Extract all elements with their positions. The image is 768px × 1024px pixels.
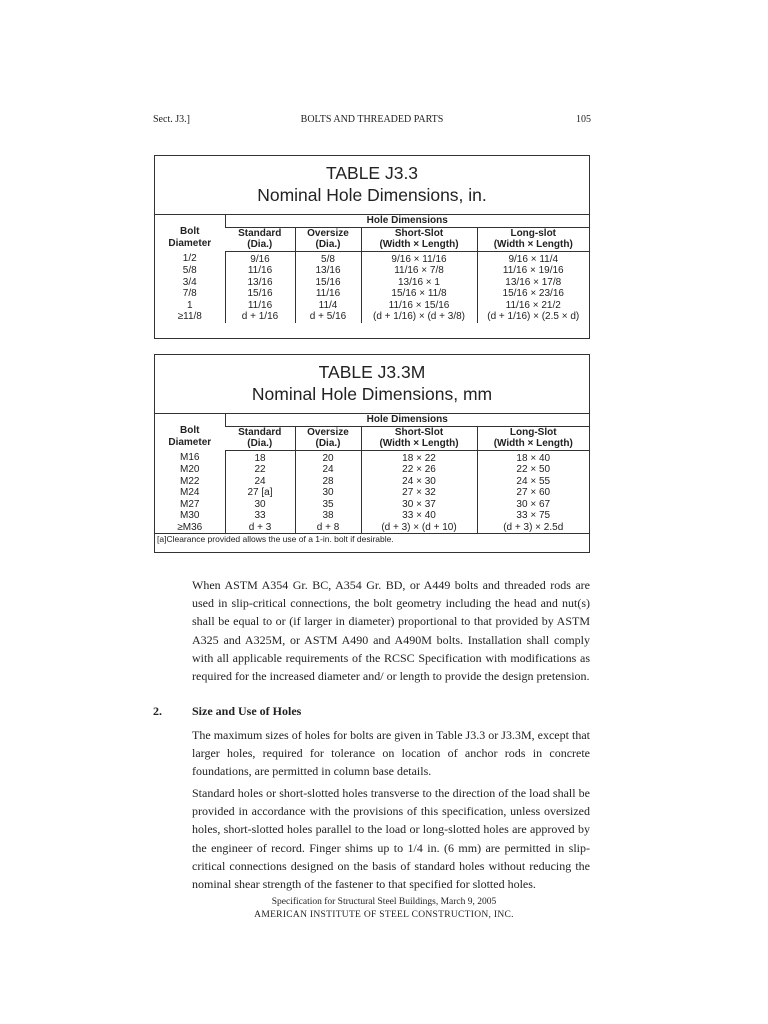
table-cell: 28 [295, 476, 361, 488]
column-header-standard: Standard [238, 426, 282, 438]
table-cell: 30 [225, 499, 295, 511]
column-header-standard: Standard [238, 227, 282, 239]
table-cell: 15/16 × 23/16 [477, 288, 589, 300]
table-cell: 22 × 26 [361, 464, 477, 476]
table-cell: 20 [295, 450, 361, 464]
table-cell: (d + 1/16) × (d + 3/8) [361, 311, 477, 323]
table-cell: 3/4 [182, 276, 197, 288]
header-text: Diameter [168, 237, 212, 249]
table-row [155, 522, 589, 534]
table-cell: 22 [225, 464, 295, 476]
table-cell: 18 × 40 [477, 450, 589, 464]
table-row [155, 510, 589, 522]
table-cell: M22 [180, 475, 200, 487]
table-cell: 35 [295, 499, 361, 511]
table-cell: 9/16 × 11/16 [361, 251, 477, 265]
table-row [155, 251, 589, 265]
table-cell: d + 8 [295, 522, 361, 534]
data-table [155, 413, 589, 546]
section-number: 2. [153, 704, 162, 718]
table-cell: 1 [186, 299, 193, 311]
table-cell: 11/16 × 15/16 [361, 300, 477, 312]
table-cell: 18 × 22 [361, 450, 477, 464]
table-cell: 11/16 [225, 265, 295, 277]
table-cell: 9/16 [225, 251, 295, 265]
table-row [155, 311, 589, 323]
table-cell: 27 × 32 [361, 487, 477, 499]
table-cell: d + 3 [225, 522, 295, 534]
page-number: 105 [576, 114, 591, 125]
table-cell: 11/4 [295, 300, 361, 312]
column-subheader: (Width × Length) [477, 438, 589, 450]
footer-specification: Specification for Structural Steel Buildings, March 9, 2005 [271, 897, 497, 907]
table-cell: 11/16 [225, 300, 295, 312]
table-cell: (d + 3) × 2.5d [477, 522, 589, 534]
table-cell: 18 [225, 450, 295, 464]
column-header-bolt [155, 215, 225, 252]
column-header-bolt [155, 414, 225, 451]
table-cell: 30 [295, 487, 361, 499]
table-cell: 27 × 60 [477, 487, 589, 499]
chapter-title: BOLTS AND THREADED PARTS [300, 114, 444, 125]
table-cell: M20 [180, 464, 200, 475]
table-cell: 33 × 75 [477, 510, 589, 522]
table-cell: M16 [180, 452, 200, 464]
column-header-short-slot: Short-Slot [361, 227, 477, 239]
table-cell: 13/16 × 17/8 [477, 277, 589, 289]
table-title [155, 156, 589, 214]
table-cell: 33 × 40 [361, 510, 477, 522]
column-header-long-slot: Long-Slot [477, 426, 589, 438]
table-cell: ≥M36 [177, 521, 203, 533]
table-cell: 11/16 × 19/16 [477, 265, 589, 277]
table-cell: 24 [225, 476, 295, 488]
table-body [155, 251, 589, 323]
header-text: Bolt [180, 425, 200, 436]
table-cell: 27 [a] [225, 487, 295, 499]
table-cell: 15/16 [225, 288, 295, 300]
table-cell: 5/8 [295, 251, 361, 265]
paragraph-hole-usage: Standard holes or short-slotted holes transverse to the direction of the load shall be provided in accordance with the provisions of this specification, unless oversized holes, short-slotted holes parallel to the load or long-slotted holes are approved by the engineer of record. Finger shims up to 1/4 in. (6 mm) are permitted in slip-critical connections designed on the basis of standard holes without reducing the nominal shear strength of the fastener to that specified for slotted holes. [192, 786, 590, 892]
table-cell: 30 × 67 [477, 499, 589, 511]
column-subheader: (Dia.) [295, 239, 361, 251]
column-subheader: (Width × Length) [361, 239, 477, 251]
table-row [155, 487, 589, 499]
table-cell: 11/16 × 7/8 [361, 265, 477, 277]
section-heading: Size and Use of Holes [192, 704, 302, 718]
table-cell: 24 [295, 464, 361, 476]
table-cell: 11/16 [295, 288, 361, 300]
column-subheader: (Dia.) [225, 239, 295, 251]
table-footnote: [a]Clearance provided allows the use of a 1-in. bolt if desirable. [155, 534, 589, 546]
paragraph-bolt-geometry: When ASTM A354 Gr. BC, A354 Gr. BD, or A449 bolts and threaded rods are used in slip-critical connections, the bolt geometry including the head and nut(s) shall be equal to or (if larger in diameter) proportional to that provided by ASTM A325 and A325M, or ASTM A490 and A490M bolts. Installation shall comply with all applicable requirements of the RCSC Specification with modifications as required for the increased diameter and/ or length to provide the design pretension. [192, 578, 590, 684]
table-cell: 15/16 × 11/8 [361, 288, 477, 300]
table-row [155, 300, 589, 312]
column-header-short-slot: Short-Slot [361, 426, 477, 438]
table-cell: ≥11/8 [177, 311, 202, 322]
data-table [155, 214, 589, 323]
table-cell: 24 × 55 [477, 476, 589, 488]
table-row [155, 288, 589, 300]
table-cell: 13/16 [225, 277, 295, 289]
table-cell: 33 [225, 510, 295, 522]
column-header-oversize: Oversize [295, 227, 361, 239]
column-header-long-slot: Long-slot [477, 227, 589, 239]
header-text: Diameter [168, 436, 212, 448]
table-title-caption: Nominal Hole Dimensions, in. [257, 185, 487, 205]
table-title-number: TABLE J3.3M [318, 362, 426, 382]
table-row [155, 450, 589, 464]
column-subheader: (Width × Length) [477, 239, 589, 251]
table-cell: 22 × 50 [477, 464, 589, 476]
table-cell: 5/8 [182, 265, 197, 276]
table-cell: M24 [180, 487, 200, 498]
table-cell: d + 1/16 [225, 311, 295, 323]
section-reference: Sect. J3.] [153, 114, 190, 125]
table-row [155, 265, 589, 277]
table-row [155, 464, 589, 476]
table-cell: 13/16 [295, 265, 361, 277]
table-row [155, 277, 589, 289]
running-head [153, 114, 591, 128]
table-body [155, 450, 589, 534]
table-cell: 30 × 37 [361, 499, 477, 511]
header-text: Bolt [180, 226, 200, 237]
table-title [155, 355, 589, 413]
table-cell: (d + 1/16) × (2.5 × d) [477, 311, 589, 323]
table-row [155, 499, 589, 511]
column-subheader: (Dia.) [225, 438, 295, 450]
table-cell: 38 [295, 510, 361, 522]
table-cell: 7/8 [182, 288, 197, 299]
table-j3-3m [154, 354, 590, 553]
column-group-hole-dimensions: Hole Dimensions [225, 414, 589, 427]
table-cell: M30 [180, 510, 200, 521]
column-subheader: (Dia.) [295, 438, 361, 450]
table-cell: 9/16 × 11/4 [477, 251, 589, 265]
column-subheader: (Width × Length) [361, 438, 477, 450]
column-header-oversize: Oversize [295, 426, 361, 438]
table-cell: 24 × 30 [361, 476, 477, 488]
table-cell: 11/16 × 21/2 [477, 300, 589, 312]
table-cell: (d + 3) × (d + 10) [361, 522, 477, 534]
table-j3-3 [154, 155, 590, 339]
table-cell: 15/16 [295, 277, 361, 289]
column-group-hole-dimensions: Hole Dimensions [225, 215, 589, 228]
paragraph-max-hole-sizes: The maximum sizes of holes for bolts are given in Table J3.3 or J3.3M, except that larger holes, required for tolerance on location of anchor rods in concrete foundations, are permitted in column base details. [192, 728, 590, 779]
table-cell: 13/16 × 1 [361, 277, 477, 289]
table-title-caption: Nominal Hole Dimensions, mm [251, 384, 493, 404]
table-cell: d + 5/16 [295, 311, 361, 323]
footer-publisher: AMERICAN INSTITUTE OF STEEL CONSTRUCTION, INC. [254, 910, 514, 920]
table-cell: 1/2 [182, 253, 197, 265]
table-row [155, 476, 589, 488]
table-title-number: TABLE J3.3 [325, 163, 419, 183]
table-cell: M27 [180, 498, 200, 510]
